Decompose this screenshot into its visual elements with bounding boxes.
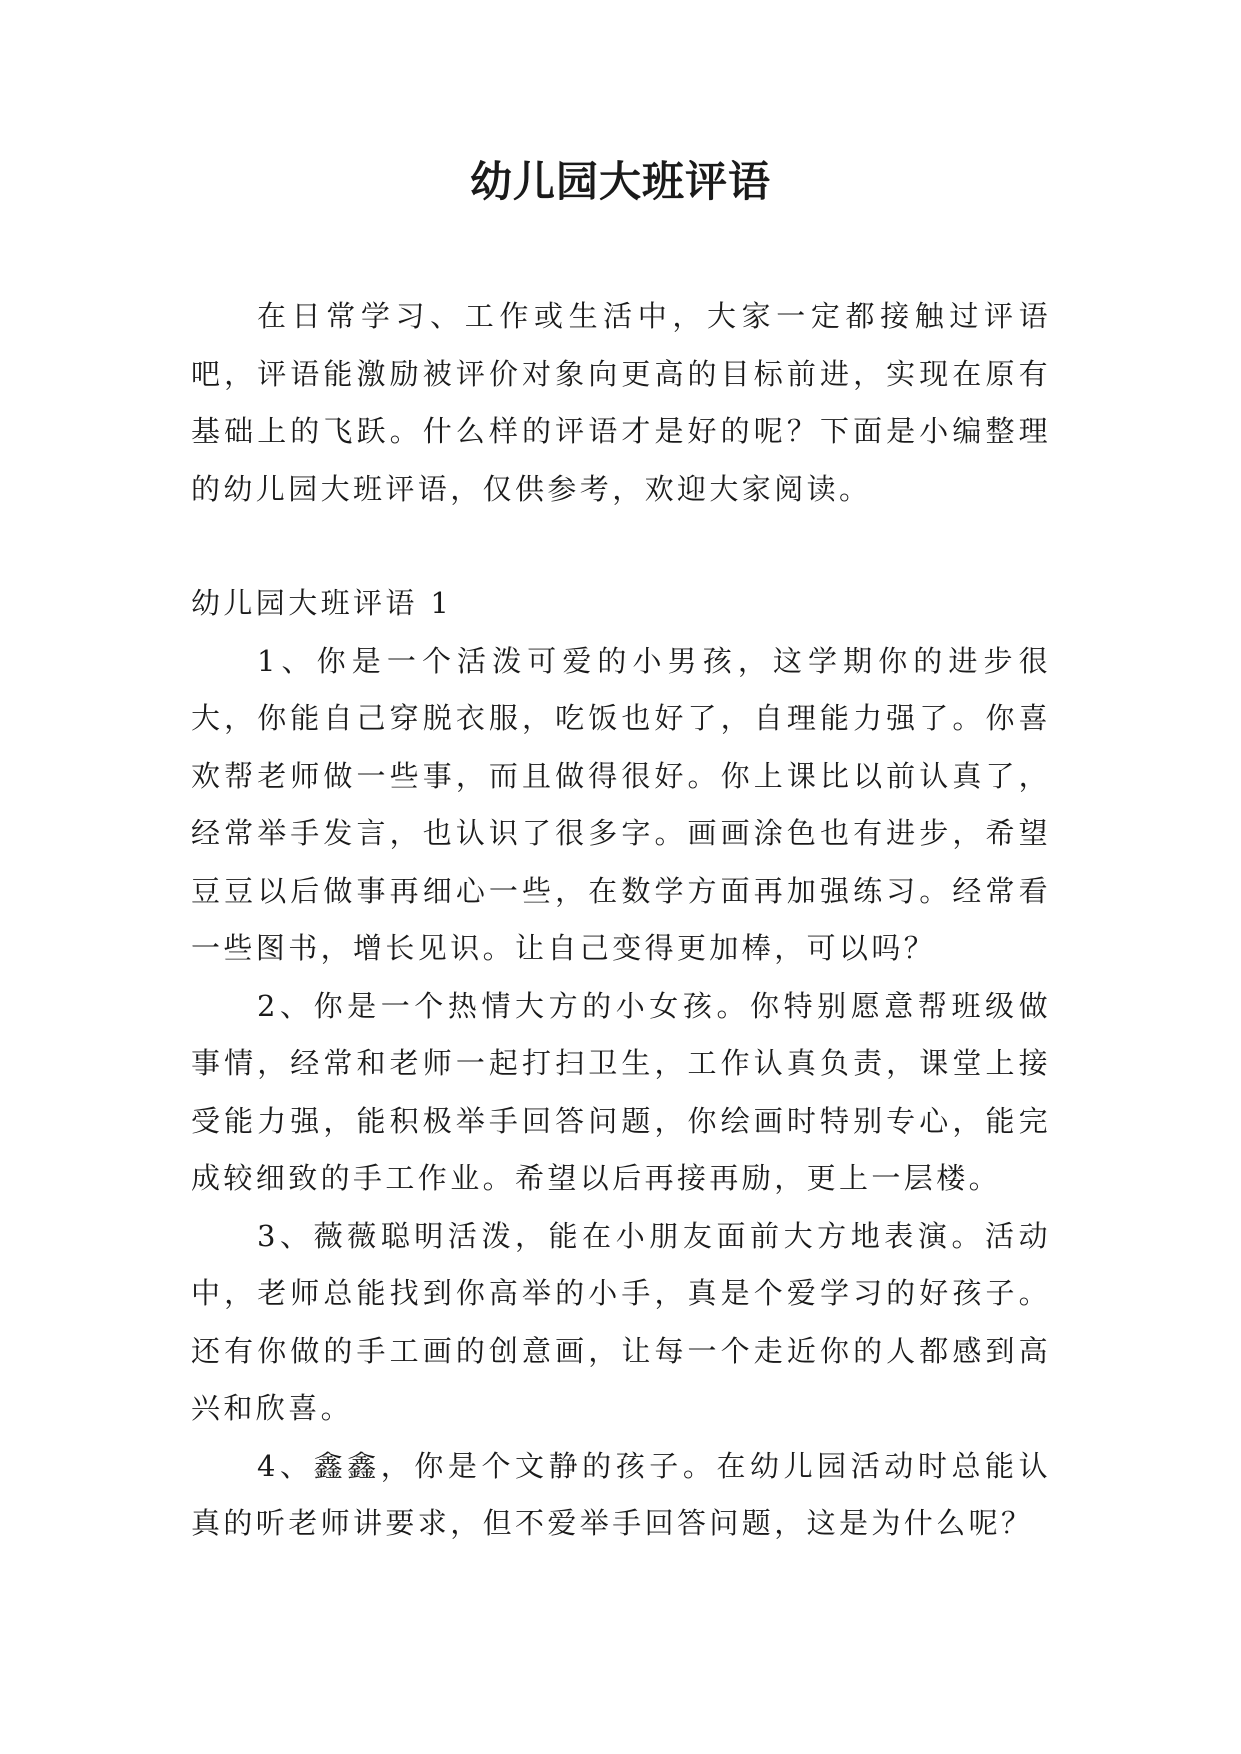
section-heading: 幼儿园大班评语 1 (191, 586, 453, 620)
comment-paragraph-4: 4、鑫鑫，你是个文静的孩子。在幼儿园活动时总能认真的听老师讲要求，但不爱举手回答问题，这是为什么呢？ (191, 1448, 1051, 1540)
comment-paragraph-2: 2、你是一个热情大方的小女孩。你特别愿意帮班级做事情，经常和老师一起打扫卫生，工作认真负责，课堂上接受能力强，能积极举手回答问题，你绘画时特别专心，能完成较细致的手工作业。希望以后再接再励，更上一层楼。 (191, 988, 1051, 1195)
comment-paragraph-1: 1、你是一个活泼可爱的小男孩，这学期你的进步很大，你能自己穿脱衣服，吃饭也好了，自理能力强了。你喜欢帮老师做一些事，而且做得很好。你上课比以前认真了，经常举手发言，也认识了很多字。画画涂色也有进步，希望豆豆以后做事再细心一些，在数学方面再加强练习。经常看一些图书，增长见识。让自己变得更加棒，可以吗？ (191, 643, 1051, 965)
document-body (191, 288, 1051, 1553)
intro-paragraph: 在日常学习、工作或生活中，大家一定都接触过评语吧，评语能激励被评价对象向更高的目标前进，实现在原有基础上的飞跃。什么样的评语才是好的呢？下面是小编整理的幼儿园大班评语，仅供参考，欢迎大家阅读。 (191, 299, 1051, 506)
comment-paragraph-3: 3、薇薇聪明活泼，能在小朋友面前大方地表演。活动中，老师总能找到你高举的小手，真是个爱学习的好孩子。还有你做的手工画的创意画，让每一个走近你的人都感到高兴和欣喜。 (191, 1218, 1051, 1425)
document-title: 幼儿园大班评语 (469, 157, 771, 206)
